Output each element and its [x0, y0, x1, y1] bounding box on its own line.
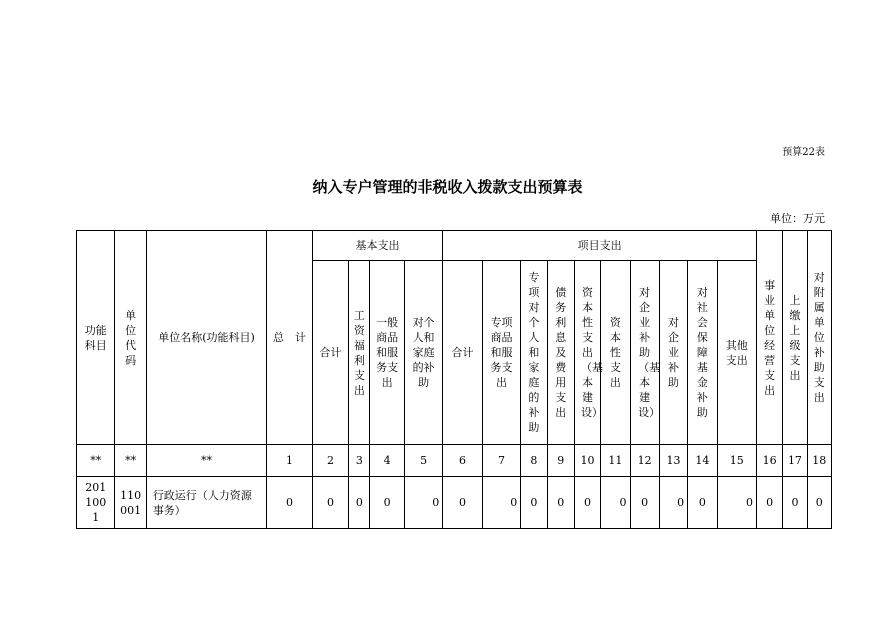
header-enterprise-basic: 对企业补助（基本建设）	[630, 261, 659, 445]
value-cell: 0	[547, 477, 574, 529]
budget-table	[76, 230, 832, 529]
index-cell: **	[115, 445, 146, 477]
header-unit-code: 单位代码	[115, 231, 146, 445]
header-remit-upper: 上缴上级支出	[783, 231, 807, 445]
value-cell: 0	[659, 477, 687, 529]
header-func-subject: 功能科目	[77, 231, 115, 445]
index-cell: 5	[404, 445, 442, 477]
header-goods-services: 一般商品和服务支出	[370, 261, 404, 445]
index-cell: 10	[574, 445, 600, 477]
header-personal-subsidy: 对个人和家庭的补助	[404, 261, 442, 445]
index-row	[77, 445, 832, 477]
index-cell: 3	[349, 445, 370, 477]
index-cell: 18	[807, 445, 831, 477]
header-project-group: 项目支出	[443, 231, 757, 261]
header-proj-goods-services: 专项商品和服务支出	[482, 261, 520, 445]
index-cell: 15	[717, 445, 756, 477]
index-cell: 14	[688, 445, 717, 477]
value-cell: 0	[312, 477, 348, 529]
header-project-total: 合计	[443, 261, 482, 445]
header-capital-basic: 资本性支出（基本建设）	[574, 261, 600, 445]
value-cell: 0	[601, 477, 630, 529]
index-cell: 6	[443, 445, 482, 477]
unit-label: 单位：万元	[770, 212, 825, 225]
value-cell: 0	[688, 477, 717, 529]
value-cell: 0	[807, 477, 831, 529]
index-cell: 4	[370, 445, 404, 477]
table-number: 预算22表	[782, 147, 825, 158]
func-code-cell: 2011001	[77, 477, 115, 529]
value-cell: 0	[443, 477, 482, 529]
index-cell: 9	[547, 445, 574, 477]
index-cell: **	[146, 445, 266, 477]
header-other: 其他支出	[717, 261, 756, 445]
index-cell: 12	[630, 445, 659, 477]
header-debt-interest: 债务利息及费用支出	[547, 261, 574, 445]
header-enterprise: 对企业补助	[659, 261, 687, 445]
header-total: 总 计	[267, 231, 313, 445]
index-cell: 7	[482, 445, 520, 477]
value-cell: 0	[267, 477, 313, 529]
value-cell: 0	[404, 477, 442, 529]
value-cell: 0	[482, 477, 520, 529]
value-cell: 0	[370, 477, 404, 529]
value-cell: 0	[783, 477, 807, 529]
header-business-op: 事业单位经营支出	[756, 231, 782, 445]
header-social-security: 对社会保障基金补助	[688, 261, 717, 445]
index-cell: 11	[601, 445, 630, 477]
value-cell: 0	[756, 477, 782, 529]
value-cell: 0	[349, 477, 370, 529]
value-cell: 0	[521, 477, 547, 529]
unit-name-cell: 行政运行（人力资源事务）	[146, 477, 266, 529]
index-cell: **	[77, 445, 115, 477]
page-title: 纳入专户管理的非税收入拨款支出预算表	[312, 178, 583, 196]
value-cell: 0	[717, 477, 756, 529]
index-cell: 8	[521, 445, 547, 477]
header-basic-group: 基本支出	[312, 231, 443, 261]
value-cell: 0	[630, 477, 659, 529]
header-unit-name: 单位名称(功能科目)	[146, 231, 266, 445]
header-proj-personal: 专项对个人和家庭的补助	[521, 261, 547, 445]
header-subsidy-affiliated: 对附属单位补助支出	[807, 231, 831, 445]
index-cell: 16	[756, 445, 782, 477]
index-cell: 13	[659, 445, 687, 477]
index-cell: 2	[312, 445, 348, 477]
header-wage-welfare: 工资福利支出	[349, 261, 370, 445]
value-cell: 0	[574, 477, 600, 529]
index-cell: 17	[783, 445, 807, 477]
index-cell: 1	[267, 445, 313, 477]
unit-code-cell: 110001	[115, 477, 146, 529]
table-row	[77, 477, 832, 529]
header-capital: 资本性支出	[601, 261, 630, 445]
header-basic-total: 合计	[312, 261, 348, 445]
